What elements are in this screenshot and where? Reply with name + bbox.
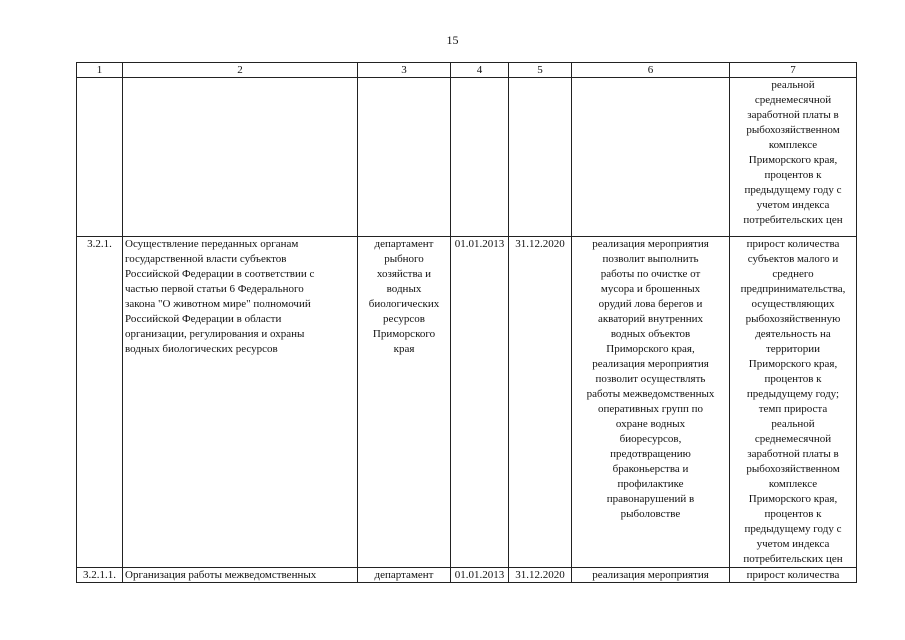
table-row xyxy=(77,237,857,568)
header-cell-6: 6 xyxy=(572,63,730,78)
header-cell-7: 7 xyxy=(730,63,857,78)
expected-result-cell: реализация мероприятия позволит выполнить работы по очистке от мусора и брошенных орудий лова берегов и акваторий внутренних водных объектов Приморского края, реализация мероприятия позволит осуществлять работы межведомственных оперативных групп по охране водных биоресурсов, предотвращению браконьерства и профилактике правонарушений в рыболовстве xyxy=(572,237,730,568)
table-header-row xyxy=(77,63,857,78)
executor-cell: департамент xyxy=(358,568,451,583)
indicator-cell: прирост количества субъектов малого и среднего предпринимательства, осуществляющих рыбохозяйственную деятельность на территории Приморского края, процентов к предыдущему году; темп прироста реальной среднемесячной заработной платы в рыбохозяйственном комплексе Приморского края, процентов к предыдущему году с учетом индекса потребительских цен xyxy=(730,237,857,568)
page-number: 15 xyxy=(446,33,459,47)
start-date-cell: 01.01.2013 xyxy=(451,568,509,583)
row-number-cell xyxy=(77,78,123,237)
event-name-cell xyxy=(123,78,358,237)
end-date-cell: 31.12.2020 xyxy=(509,237,572,568)
expected-result-cell xyxy=(572,78,730,237)
start-date-cell xyxy=(451,78,509,237)
header-cell-2: 2 xyxy=(123,63,358,78)
start-date-cell: 01.01.2013 xyxy=(451,237,509,568)
event-name-cell: Осуществление переданных органам государственной власти субъектов Российской Федерации в соответствии с частью первой статьи 6 Федерального закона "О животном мире" полномочий Российской Федерации в области организации, регулирования и охраны водных биологических ресурсов xyxy=(123,237,358,568)
expected-result-cell: реализация мероприятия xyxy=(572,568,730,583)
end-date-cell: 31.12.2020 xyxy=(509,568,572,583)
indicator-cell: реальной среднемесячной заработной платы в рыбохозяйственном комплексе Приморского края, процентов к предыдущему году с учетом индекса потребительских цен xyxy=(730,78,857,237)
indicator-cell: прирост количества xyxy=(730,568,857,583)
row-number-cell: 3.2.1. xyxy=(77,237,123,568)
row-number-cell: 3.2.1.1. xyxy=(77,568,123,583)
header-cell-1: 1 xyxy=(77,63,123,78)
program-table xyxy=(76,62,857,583)
header-cell-4: 4 xyxy=(451,63,509,78)
header-cell-5: 5 xyxy=(509,63,572,78)
executor-cell: департамент рыбного хозяйства и водных биологических ресурсов Приморского края xyxy=(358,237,451,568)
executor-cell xyxy=(358,78,451,237)
header-cell-3: 3 xyxy=(358,63,451,78)
table-row xyxy=(77,78,857,237)
event-name-cell: Организация работы межведомственных xyxy=(123,568,358,583)
end-date-cell xyxy=(509,78,572,237)
table-row xyxy=(77,568,857,583)
